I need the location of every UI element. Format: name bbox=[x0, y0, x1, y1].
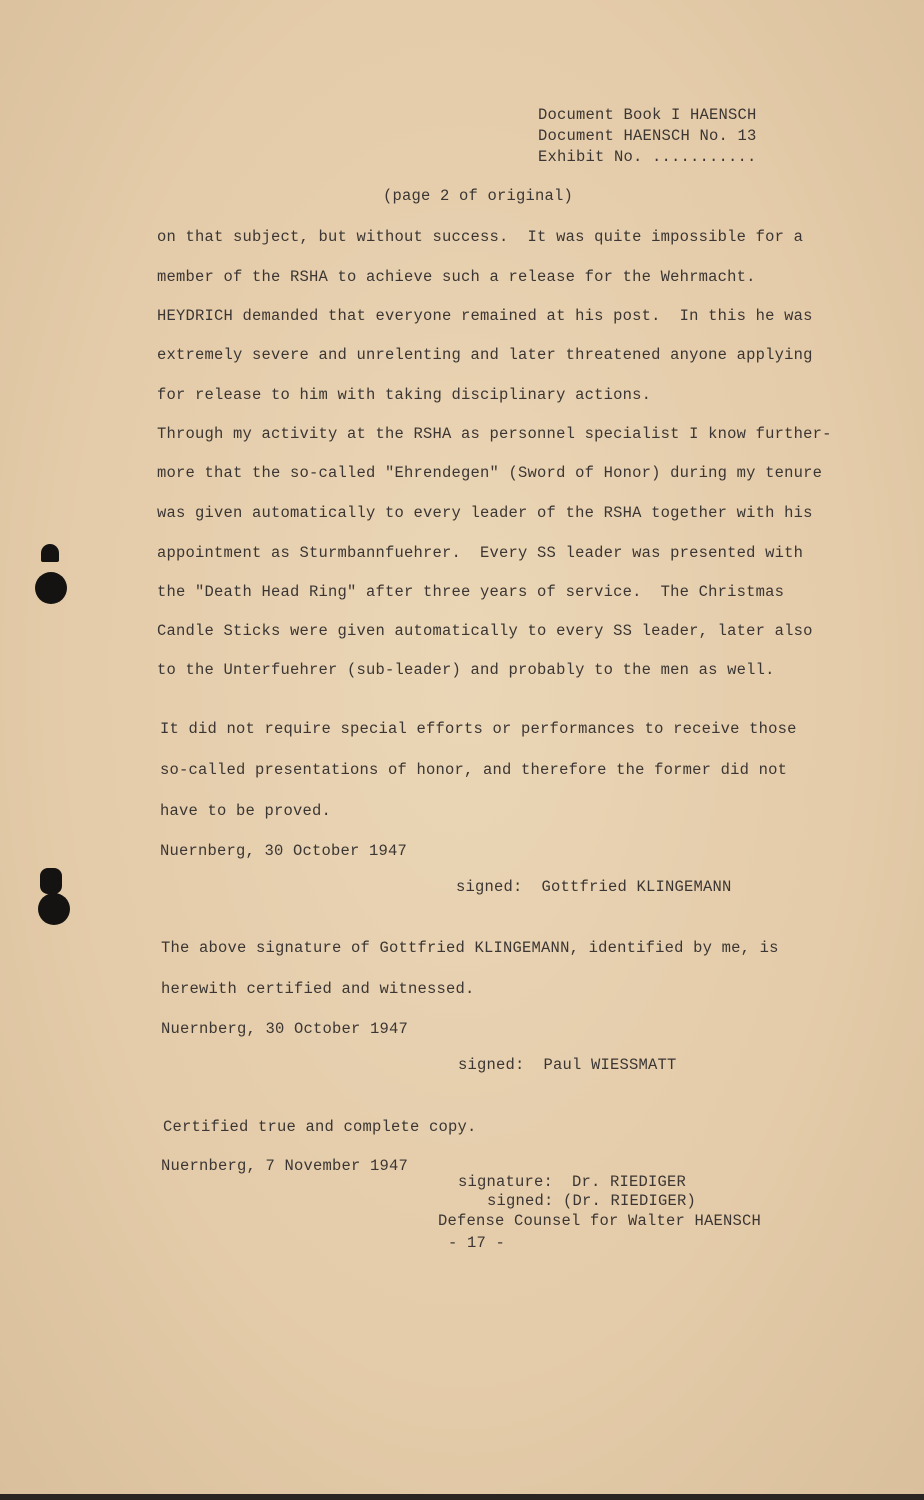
place-date: Nuernberg, 30 October 1947 bbox=[160, 842, 408, 860]
footer-signature: signature: Dr. RIEDIGER bbox=[458, 1173, 687, 1191]
page-bottom-edge bbox=[0, 1494, 924, 1500]
punch-hole-bottom-icon bbox=[38, 893, 70, 925]
place-date: Nuernberg, 7 November 1947 bbox=[161, 1157, 409, 1175]
document-book-line: Document Book I HAENSCH bbox=[538, 106, 757, 124]
certification-line: herewith certified and witnessed. bbox=[161, 980, 475, 998]
punch-hole-top-icon bbox=[35, 572, 67, 604]
body-line: for release to him with taking disciplinary actions. bbox=[157, 386, 652, 404]
page-note: (page 2 of original) bbox=[383, 187, 574, 205]
fastener-bottom-icon bbox=[40, 868, 62, 894]
body-line: Through my activity at the RSHA as personnel specialist I know further- bbox=[157, 425, 832, 443]
paragraph-line: It did not require special efforts or performances to receive those bbox=[160, 720, 797, 738]
certified-copy-line: Certified true and complete copy. bbox=[163, 1118, 477, 1136]
certification-line: The above signature of Gottfried KLINGEMANN, identified by me, is bbox=[161, 939, 779, 957]
body-line: on that subject, but without success. It was quite impossible for a bbox=[157, 228, 804, 246]
body-line: to the Unterfuehrer (sub-leader) and probably to the men as well. bbox=[157, 661, 775, 679]
fastener-top-icon bbox=[41, 544, 59, 562]
page-number: - 17 - bbox=[448, 1234, 506, 1252]
body-line: appointment as Sturmbannfuehrer. Every SS leader was presented with bbox=[157, 544, 804, 562]
document-number-line: Document HAENSCH No. 13 bbox=[538, 127, 757, 145]
body-line: the "Death Head Ring" after three years of service. The Christmas bbox=[157, 583, 785, 601]
body-line: HEYDRICH demanded that everyone remained at his post. In this he was bbox=[157, 307, 813, 325]
place-date: Nuernberg, 30 October 1947 bbox=[161, 1020, 409, 1038]
body-line: Candle Sticks were given automatically to every SS leader, later also bbox=[157, 622, 813, 640]
signature-line: signed: Gottfried KLINGEMANN bbox=[456, 878, 732, 896]
signature-line: signed: Paul WIESSMATT bbox=[458, 1056, 677, 1074]
paragraph-line: have to be proved. bbox=[160, 802, 332, 820]
body-line: member of the RSHA to achieve such a release for the Wehrmacht. bbox=[157, 268, 756, 286]
body-line: was given automatically to every leader of the RSHA together with his bbox=[157, 504, 813, 522]
body-line: extremely severe and unrelenting and later threatened anyone applying bbox=[157, 346, 813, 364]
footer-role: Defense Counsel for Walter HAENSCH bbox=[438, 1212, 762, 1230]
paragraph-line: so-called presentations of honor, and therefore the former did not bbox=[160, 761, 788, 779]
footer-signed: signed: (Dr. RIEDIGER) bbox=[487, 1192, 697, 1210]
body-line: more that the so-called "Ehrendegen" (Sword of Honor) during my tenure bbox=[157, 464, 823, 482]
exhibit-number-line: Exhibit No. ........... bbox=[538, 148, 757, 166]
